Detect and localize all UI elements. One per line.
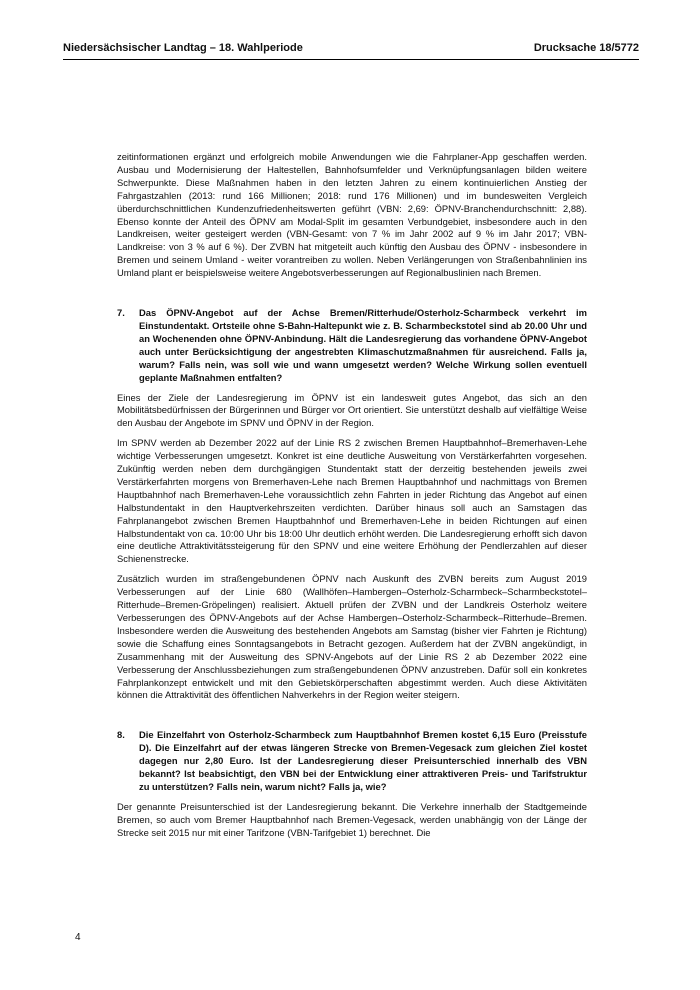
header-divider <box>63 59 639 60</box>
header-document-number: Drucksache 18/5772 <box>533 42 639 54</box>
question-7 <box>117 307 587 384</box>
question-7-number: 7. <box>117 307 125 319</box>
answer-7-paragraph-2: Im SPNV werden ab Dezember 2022 auf der Linie RS 2 zwischen Bremen Hauptbahnhof–Bremerhaven-Lehe wichtige Verbesserungen umgesetzt. Konkret ist eine deutliche Ausweitung von Verstärkerfahrten vorgesehen. Zukünftig werden neben dem durchgängigen Stundentakt statt der derzeitig bestehenden jeweils zwei Verstärkerfahrten morgens von Bremerhaven-Lehe nach Bremen Hauptbahnhof und nachmittags von Bremen Hauptbahnhof nach Bremerhaven-Lehe voraussichtlich zehn Fahrten in jeder Richtung das Angebot auf einen Halbstundentakt in den Hauptverkehrszeiten verdichten. Darüber hinaus soll auch an Samstagen das Fahrplanangebot zwischen Bremen Hauptbahnhof und Bremerhaven-Lehe in beiden Richtungen auf einen Halbstundentakt von ca. 10:00 Uhr bis 18:00 Uhr deutlich erhöht werden. Die Landesregierung erhofft sich davon eine deutliche Attraktivitätssteigerung für den SPNV und eine weitere Erhöhung der Pendlerzahlen auf dieser Schienenstrecke. <box>117 437 587 565</box>
answer-7-paragraph-1: Eines der Ziele der Landesregierung im ÖPNV ist ein landesweit gutes Angebot, das sich an den Mobilitätsbedürfnissen der Bürgerinnen und Bürger vor Ort orientiert. Sie unterstützt deshalb auf vielfältige Weise den Ausbau der Angebote im SPNV und ÖPNV in der Region. <box>117 391 587 429</box>
question-8-text: Die Einzelfahrt von Osterholz-Scharmbeck zum Hauptbahnhof Bremen kostet 6,15 Euro (Preisstufe D). Die Einzelfahrt auf der etwas längeren Strecke von Bremen-Vegesack zum gleichen Ziel kostet dagegen nur 2,80 Euro. Ist der Landesregierung dieser Preisunterschied innerhalb des VBN bekannt? Ist beabsichtigt, den VBN bei der Entwicklung einer attraktiveren Preis- und Tarifstruktur zu unterstützen? Falls nein, warum nicht? Falls ja, wie? <box>139 729 587 792</box>
question-7-text: Das ÖPNV-Angebot auf der Achse Bremen/Ritterhude/Osterholz-Scharmbeck verkehrt im Einstundentakt. Ortsteile ohne S-Bahn-Haltepunkt wie z. B. Scharmbeckstotel sind ab 20.00 Uhr und an Wochenenden ohne ÖPNV-Anbindung. Hält die Landesregierung das vorhandene ÖPNV-Angebot auch unter Berücksichtigung der angestrebten Klimaschutzmaßnahmen für ausreichend. Falls ja, warum? Falls nein, was soll wie und wann umgesetzt werden? Welche Wirkung sollen eventuell geplante Maßnahmen entfalten? <box>139 307 587 383</box>
page-number: 4 <box>75 932 81 943</box>
question-8-number: 8. <box>117 729 125 741</box>
header-parliament: Niedersächsischer Landtag – 18. Wahlperiode <box>63 42 303 54</box>
answer-7-paragraph-3: Zusätzlich wurden im straßengebundenen ÖPNV nach Auskunft des ZVBN bereits zum August 2019 Verbesserungen auf der Linie 680 (Wallhöfen–Hambergen–Osterholz-Scharmbeck–Scharmbeckstotel–Ritterhude–Bremen-Gröpelingen) realisiert. Aktuell prüfen der ZVBN und der Landkreis Osterholz weitere Verbesserungen des ÖPNV-Angebots auf der Achse Hambergen–Osterholz-Scharmbeck–Ritterhude–Bremen. Insbesondere werden die Ausweitung des bestehenden Angebots am Samstag (bisher vier Fahrten je Richtung) sowie die Schaffung eines Sonntagsangebots in Betracht gezogen. Außerdem hat der ZVBN angekündigt, in Zusammenhang mit der Ausweitung des SPNV-Angebots auf der Linie RS 2 ab Dezember 2022 eine Verbesserung der Anschlussbeziehungen zum straßengebundenen ÖPNV anzustreben. Dafür soll ein konkretes Fahrplankonzept entwickelt und mit den Gebietskörperschaften abgestimmt werden. Auch diese Aktivitäten können die Attraktivität des öffentlichen Nahverkehrs in der Region weiter steigern. <box>117 573 587 701</box>
intro-paragraph: zeitinformationen ergänzt und erfolgreich mobile Anwendungen wie die Fahrplaner-App geschaffen werden. Ausbau und Modernisierung der Haltestellen, Bahnhofsumfelder und Verknüpfungsanlagen bilden weitere Schwerpunkte. Diese Maßnahmen haben in den letzten Jahren zu einem kontinuierlichen Anstieg der Fahrgastzahlen (2013: rund 166 Millionen; 2018: rund 176 Millionen) und im bundesweiten Vergleich überdurchschnittlichen Kundenzufriedenheitswerten geführt (VBN: 2,69: ÖPNV-Branchendurchschnitt: 2,88). Ebenso konnte der Anteil des ÖPNV am Modal-Split im gesamten Verbundgebiet, insbesondere auch in den Landkreisen, weiter gesteigert werden (VBN-Gesamt: von 7 % im Jahr 2002 auf 9 % im Jahr 2017; VBN-Landkreise: von 3 % auf 6 %). Der ZVBN hat mitgeteilt auch künftig den Ausbau des ÖPNV - insbesondere in Bremen und seinem Umland - weiter vorantreiben zu wollen. Neben Verlängerungen von Straßenbahnlinien ins Umland plant er beispielsweise weitere Angebotsverbesserungen auf Regionalbuslinien nach Bremen. <box>117 151 587 279</box>
page-header <box>63 42 639 55</box>
question-8 <box>117 729 587 794</box>
document-body <box>117 151 587 847</box>
answer-8-paragraph-1: Der genannte Preisunterschied ist der Landesregierung bekannt. Die Verkehre innerhalb der Stadtgemeinde Bremen, so auch vom Bremer Hauptbahnhof nach Bremen-Vegesack, werden unabhängig von der Länge der Strecke seit 2015 nur mit einer Tarifzone (VBN-Tarifgebiet 1) berechnet. Die <box>117 800 587 838</box>
